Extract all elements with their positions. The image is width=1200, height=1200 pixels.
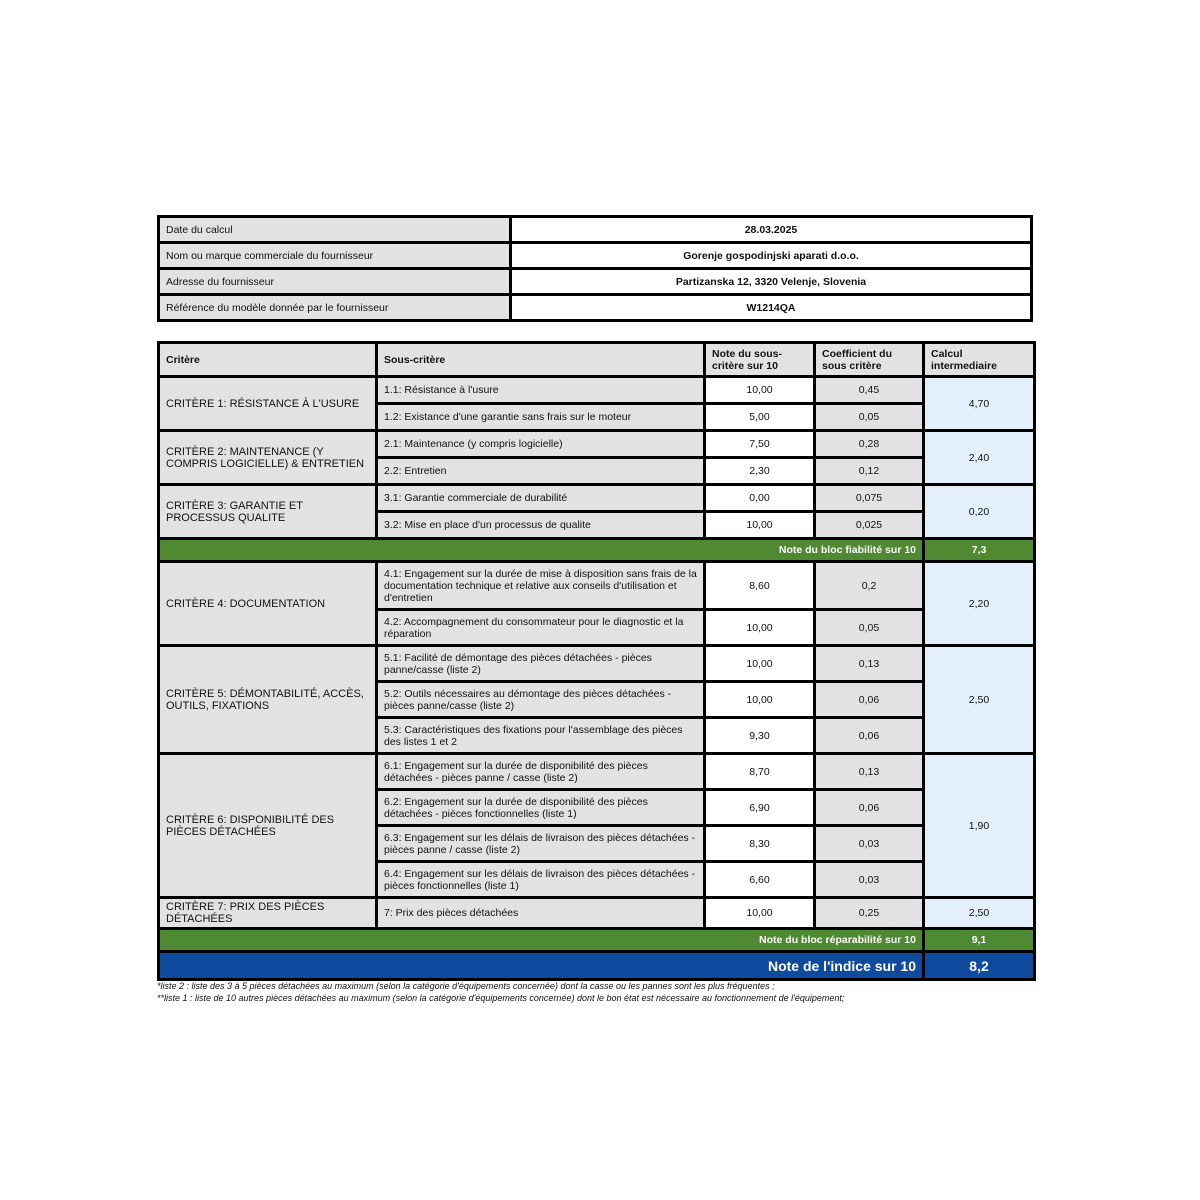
subcriterion-coef: 0,03 <box>815 862 924 898</box>
subcriterion-coef: 0,25 <box>815 898 924 929</box>
subcriterion-label: 5.1: Facilité de démontage des pièces détachées - pièces panne/casse (liste 2) <box>377 646 705 682</box>
subcriterion-label: 7: Prix des pièces détachées <box>377 898 705 929</box>
subcriterion-note: 10,00 <box>705 512 815 539</box>
score-table <box>157 341 1036 981</box>
subcriterion-note: 10,00 <box>705 610 815 646</box>
subcriterion-coef: 0,03 <box>815 826 924 862</box>
criterion-calc: 1,90 <box>924 754 1035 898</box>
table-row <box>159 562 1035 610</box>
info-value: Gorenje gospodinjski aparati d.o.o. <box>511 243 1032 269</box>
table-row <box>159 898 1035 929</box>
indice-label: Note de l'indice sur 10 <box>159 952 924 980</box>
subcriterion-coef: 0,075 <box>815 485 924 512</box>
subcriterion-label: 2.1: Maintenance (y compris logicielle) <box>377 431 705 458</box>
subcriterion-label: 5.3: Caractéristiques des fixations pour l'assemblage des pièces des listes 1 et 2 <box>377 718 705 754</box>
subcriterion-coef: 0,06 <box>815 790 924 826</box>
indice-row <box>159 952 1035 980</box>
info-label: Référence du modèle donnée par le fournisseur <box>159 295 511 321</box>
fiabilite-row <box>159 539 1035 562</box>
info-row <box>159 269 1032 295</box>
subcriterion-coef: 0,13 <box>815 754 924 790</box>
criterion-calc: 2,40 <box>924 431 1035 485</box>
subcriterion-label: 6.3: Engagement sur les délais de livraison des pièces détachées - pièces panne / casse (liste 2) <box>377 826 705 862</box>
info-value: 28.03.2025 <box>511 217 1032 243</box>
supplier-info-table <box>157 215 1033 322</box>
criterion-name: CRITÈRE 5: DÉMONTABILITÉ, ACCÈS, OUTILS, FIXATIONS <box>159 646 377 754</box>
criterion-name: CRITÈRE 1: RÉSISTANCE À L'USURE <box>159 377 377 431</box>
footnote-liste-1: **liste 1 : liste de 10 autres pièces détachées au maximum (selon la catégorie d'équipements concernée) dont le bon état est nécessaire au fonctionnement de l'équipement; <box>157 993 845 1003</box>
info-label: Nom ou marque commerciale du fournisseur <box>159 243 511 269</box>
subcriterion-note: 6,90 <box>705 790 815 826</box>
criterion-calc: 2,50 <box>924 646 1035 754</box>
header-calcul: Calcul intermediaire <box>924 343 1035 377</box>
footnotes <box>157 980 844 1004</box>
subcriterion-note: 2,30 <box>705 458 815 485</box>
criterion-name: CRITÈRE 3: GARANTIE ET PROCESSUS QUALITE <box>159 485 377 539</box>
info-row <box>159 295 1032 321</box>
fiabilite-value: 7,3 <box>924 539 1035 562</box>
criterion-calc: 2,50 <box>924 898 1035 929</box>
reparabilite-label: Note du bloc réparabilité sur 10 <box>159 929 924 952</box>
criterion-name: CRITÈRE 4: DOCUMENTATION <box>159 562 377 646</box>
subcriterion-note: 7,50 <box>705 431 815 458</box>
info-row <box>159 243 1032 269</box>
info-row <box>159 217 1032 243</box>
table-row <box>159 431 1035 458</box>
table-row <box>159 485 1035 512</box>
subcriterion-label: 3.1: Garantie commerciale de durabilité <box>377 485 705 512</box>
subcriterion-coef: 0,05 <box>815 610 924 646</box>
subcriterion-label: 2.2: Entretien <box>377 458 705 485</box>
subcriterion-note: 10,00 <box>705 682 815 718</box>
criterion-name: CRITÈRE 6: DISPONIBILITÉ DES PIÈCES DÉTACHÉES <box>159 754 377 898</box>
info-label: Date du calcul <box>159 217 511 243</box>
subcriterion-coef: 0,28 <box>815 431 924 458</box>
subcriterion-note: 10,00 <box>705 646 815 682</box>
subcriterion-label: 3.2: Mise en place d'un processus de qualite <box>377 512 705 539</box>
subcriterion-label: 5.2: Outils nécessaires au démontage des pièces détachées - pièces panne/casse (liste 2) <box>377 682 705 718</box>
criterion-calc: 2,20 <box>924 562 1035 646</box>
subcriterion-note: 5,00 <box>705 404 815 431</box>
subcriterion-coef: 0,13 <box>815 646 924 682</box>
criterion-name: CRITÈRE 7: PRIX DES PIÈCES DÉTACHÉES <box>159 898 377 929</box>
subcriterion-label: 1.2: Existance d'une garantie sans frais sur le moteur <box>377 404 705 431</box>
info-value: W1214QA <box>511 295 1032 321</box>
subcriterion-note: 10,00 <box>705 377 815 404</box>
table-row <box>159 377 1035 404</box>
subcriterion-coef: 0,05 <box>815 404 924 431</box>
subcriterion-coef: 0,025 <box>815 512 924 539</box>
subcriterion-note: 9,30 <box>705 718 815 754</box>
fiabilite-label: Note du bloc fiabilité sur 10 <box>159 539 924 562</box>
subcriterion-note: 10,00 <box>705 898 815 929</box>
subcriterion-coef: 0,06 <box>815 682 924 718</box>
criterion-calc: 0,20 <box>924 485 1035 539</box>
subcriterion-label: 6.4: Engagement sur les délais de livraison des pièces détachées - pièces fonctionnelles (liste 1) <box>377 862 705 898</box>
subcriterion-label: 4.1: Engagement sur la durée de mise à disposition sans frais de la documentation technique et relative aux conseils d'utilisation et d'entretien <box>377 562 705 610</box>
criterion-calc: 4,70 <box>924 377 1035 431</box>
info-label: Adresse du fournisseur <box>159 269 511 295</box>
footnote-liste-2: *liste 2 : liste des 3 à 5 pièces détachées au maximum (selon la catégorie d'équipements concernée) dont la casse ou les pannes sont les plus fréquentes ; <box>157 981 775 991</box>
subcriterion-label: 6.2: Engagement sur la durée de disponibilité des pièces détachées - pièces fonctionnelles (liste 1) <box>377 790 705 826</box>
reparabilite-value: 9,1 <box>924 929 1035 952</box>
table-row <box>159 754 1035 790</box>
subcriterion-note: 8,30 <box>705 826 815 862</box>
subcriterion-note: 6,60 <box>705 862 815 898</box>
info-value: Partizanska 12, 3320 Velenje, Slovenia <box>511 269 1032 295</box>
subcriterion-coef: 0,45 <box>815 377 924 404</box>
subcriterion-label: 6.1: Engagement sur la durée de disponibilité des pièces détachées - pièces panne / casse (liste 2) <box>377 754 705 790</box>
header-sous-critere: Sous-critère <box>377 343 705 377</box>
subcriterion-coef: 0,06 <box>815 718 924 754</box>
header-coef: Coefficient du sous critère <box>815 343 924 377</box>
subcriterion-note: 8,70 <box>705 754 815 790</box>
table-row <box>159 646 1035 682</box>
subcriterion-coef: 0,12 <box>815 458 924 485</box>
header-note: Note du sous-critère sur 10 <box>705 343 815 377</box>
subcriterion-note: 8,60 <box>705 562 815 610</box>
reparabilite-row <box>159 929 1035 952</box>
header-critere: Critère <box>159 343 377 377</box>
score-table-header <box>159 343 1035 377</box>
criterion-name: CRITÈRE 2: MAINTENANCE (Y COMPRIS LOGICIELLE) & ENTRETIEN <box>159 431 377 485</box>
subcriterion-coef: 0,2 <box>815 562 924 610</box>
indice-value: 8,2 <box>924 952 1035 980</box>
subcriterion-label: 4.2: Accompagnement du consommateur pour le diagnostic et la réparation <box>377 610 705 646</box>
subcriterion-note: 0,00 <box>705 485 815 512</box>
subcriterion-label: 1.1: Résistance à l'usure <box>377 377 705 404</box>
